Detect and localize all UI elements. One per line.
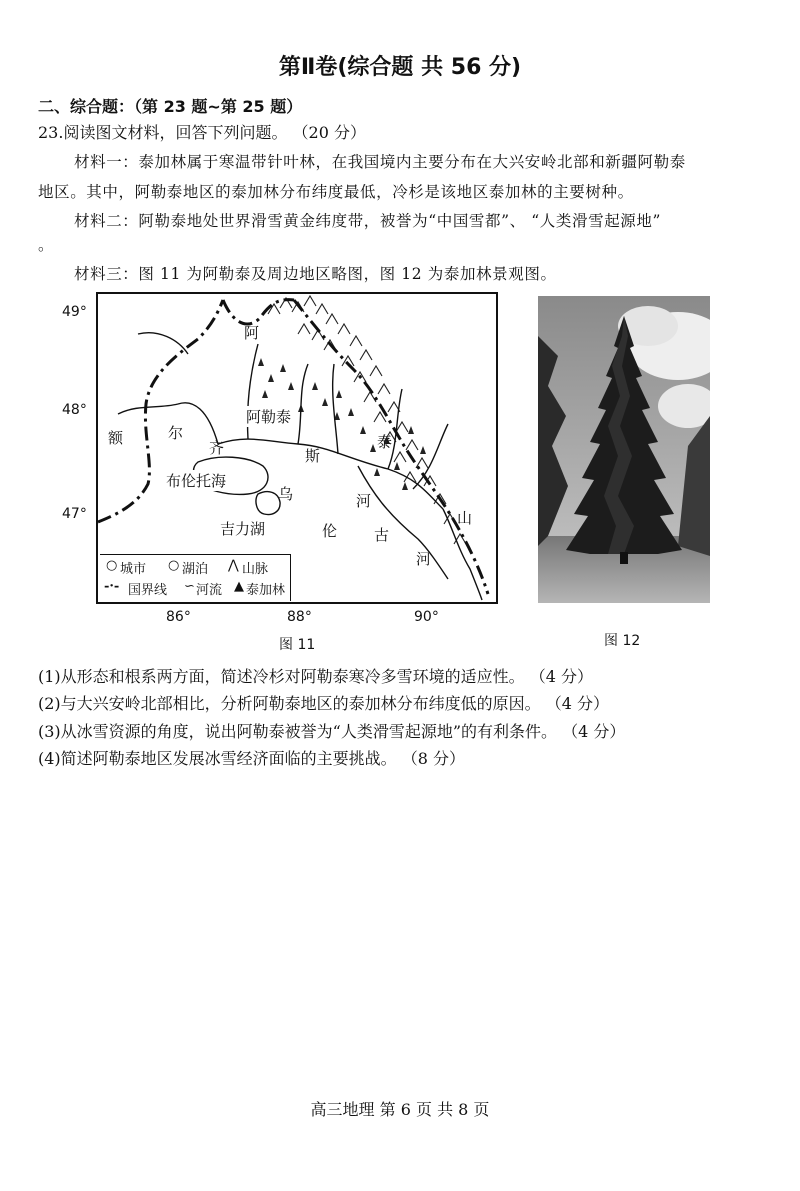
material-1-line-1: 材料一：泰加林属于寒温带针叶林，在我国境内主要分布在大兴安岭北部和新疆阿勒泰 <box>74 153 686 171</box>
material-3: 材料三：图 11 为阿勒泰及周边地区略图，图 12 为泰加林景观图。 <box>74 265 557 283</box>
lon-label-88: 88° <box>287 609 312 625</box>
map-label-wu: 乌 <box>278 485 294 503</box>
lon-label-90: 90° <box>414 609 439 625</box>
lat-label-48: 48° <box>62 402 87 418</box>
map-label-si: 斯 <box>305 447 321 465</box>
map-label-jili-lake: 吉力湖 <box>220 520 266 538</box>
legend-mountain-icon: ⋀ <box>228 558 239 573</box>
map-label-tai: 泰 <box>377 433 393 451</box>
material-1-line-2: 地区。其中，阿勒泰地区的泰加林分布纬度最低，冷杉是该地区泰加林的主要树种。 <box>38 183 634 201</box>
lat-label-47: 47° <box>62 506 87 522</box>
map-label-shan: 山 <box>457 509 473 527</box>
fir-tree-image <box>538 296 710 603</box>
page-footer: 高三地理 第 6 页 共 8 页 <box>310 1100 490 1119</box>
figure-11-caption: 图 11 <box>279 637 316 653</box>
legend-mountain: 山脉 <box>242 562 269 577</box>
map-label-er: 尔 <box>168 424 184 442</box>
section-title: 第Ⅱ卷(综合题 共 56 分) <box>278 55 522 80</box>
material-2-line-1: 材料二：阿勒泰地处世界滑雪黄金纬度带，被誉为“中国雪都”、 “人类滑雪起源地” <box>74 212 662 230</box>
map-label-e: 额 <box>108 429 124 447</box>
legend-border-icon: -·- <box>104 579 120 594</box>
legend-lake-icon: ○ <box>168 558 180 573</box>
question-4: (4)简述阿勒泰地区发展冰雪经济面临的主要挑战。 （8 分） <box>38 749 466 768</box>
lat-label-49: 49° <box>62 304 87 320</box>
map-label-he-1: 河 <box>356 492 372 510</box>
question-1: (1)从形态和根系两方面，简述冷杉对阿勒泰寒冷多雪环境的适应性。 （4 分） <box>38 667 594 686</box>
figure-12-caption: 图 12 <box>604 633 641 649</box>
map-label-a: 阿 <box>244 324 260 342</box>
legend-lake: 湖泊 <box>182 562 209 577</box>
legend-border: 国界线 <box>128 583 168 598</box>
question-stem: 23.阅读图文材料，回答下列问题。 （20 分） <box>38 123 366 142</box>
legend-river: 河流 <box>196 583 223 598</box>
legend-taiga-icon: ▲ <box>234 579 244 594</box>
lon-label-86: 86° <box>166 609 191 625</box>
map-label-qi: 齐 <box>209 439 225 457</box>
legend-taiga: 泰加林 <box>246 583 286 598</box>
map-label-gu: 古 <box>374 526 390 544</box>
legend-city: 城市 <box>120 562 147 577</box>
material-2-line-2: 。 <box>38 236 55 254</box>
legend-river-icon: ∽ <box>184 579 195 594</box>
map-label-he-2: 河 <box>416 550 432 568</box>
map-label-bulun-lake: 布伦托海 <box>166 472 227 490</box>
legend-city-icon: ○ <box>106 558 118 573</box>
question-2: (2)与大兴安岭北部相比，分析阿勒泰地区的泰加林分布纬度低的原因。 （4 分） <box>38 694 610 713</box>
question-3: (3)从冰雪资源的角度，说出阿勒泰被誉为“人类滑雪起源地”的有利条件。 （4 分） <box>38 722 626 741</box>
map-legend <box>100 554 291 601</box>
region-map <box>96 292 498 604</box>
taiga-photo <box>538 296 710 603</box>
section-heading: 二、综合题：（第 23 题~第 25 题） <box>38 97 303 116</box>
map-label-lun: 伦 <box>322 522 338 540</box>
map-label-aletai-city: 阿勒泰 <box>246 408 292 426</box>
